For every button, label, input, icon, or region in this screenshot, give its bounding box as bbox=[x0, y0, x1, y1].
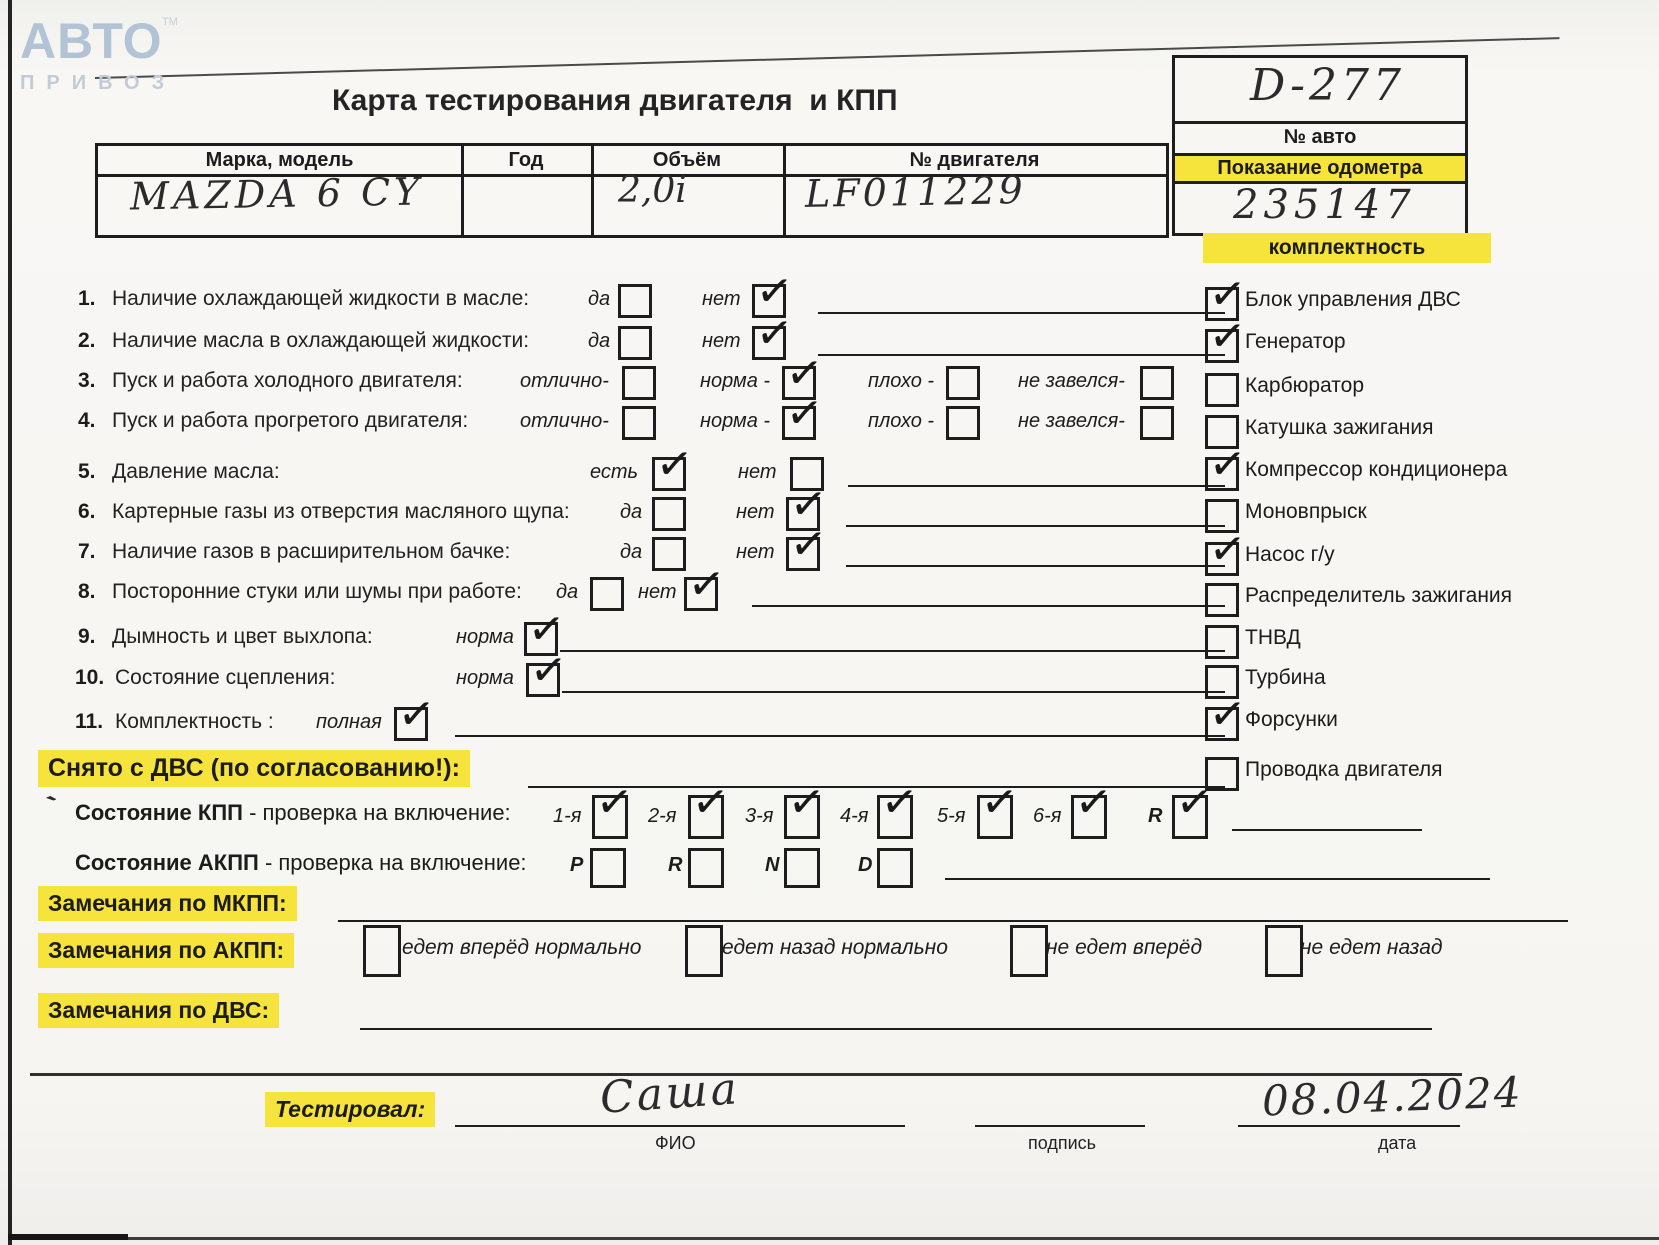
option-label: нет bbox=[638, 581, 677, 603]
checkbox bbox=[622, 406, 656, 440]
checklist-row bbox=[0, 517, 1659, 572]
completeness-label: Форсунки bbox=[1245, 708, 1338, 731]
checkbox bbox=[1140, 406, 1174, 440]
answer-line bbox=[846, 565, 1225, 567]
checklist-row bbox=[0, 386, 1659, 441]
date-handwritten: 08.04.2024 bbox=[1261, 1067, 1524, 1126]
completeness-label: Катушка зажигания bbox=[1245, 416, 1434, 439]
logo-subword: ПРИВОЗ bbox=[20, 72, 177, 94]
checkmark-icon: ✓ bbox=[783, 386, 826, 441]
checklist-row bbox=[0, 602, 1659, 657]
gear-label: 1-я bbox=[553, 805, 582, 827]
answer-line bbox=[455, 735, 1225, 737]
option-label: норма - bbox=[700, 410, 771, 432]
checkmark-icon: ✓ bbox=[1072, 775, 1115, 830]
item-label: Пуск и работа холодного двигателя: bbox=[112, 369, 463, 392]
answer-line bbox=[752, 605, 1225, 607]
tested-by-label: Тестировал: bbox=[265, 1092, 435, 1127]
checkmark-icon: ✓ bbox=[1206, 309, 1249, 364]
checkmark-icon: ✓ bbox=[689, 775, 732, 830]
item-number: 8. bbox=[78, 580, 96, 603]
checkmark-icon: ✓ bbox=[978, 775, 1021, 830]
item-number: 4. bbox=[78, 409, 96, 432]
item-number: 6. bbox=[78, 500, 96, 523]
checkbox bbox=[622, 366, 656, 400]
answer-line bbox=[338, 920, 1568, 922]
checklist-row bbox=[0, 346, 1659, 401]
gear-label: D bbox=[858, 854, 873, 876]
option-label: нет bbox=[702, 288, 741, 310]
checklist-row bbox=[0, 264, 1659, 319]
answer-line bbox=[360, 1028, 1432, 1030]
completeness-label: Распределитель зажигания bbox=[1245, 584, 1513, 607]
item-number: 7. bbox=[78, 540, 96, 563]
checkmark-icon: ✓ bbox=[1206, 437, 1249, 492]
completeness-label: Генератор bbox=[1245, 330, 1346, 353]
trademark-mark: TM bbox=[162, 16, 178, 28]
item-label: Наличие газов в расширительном бачке: bbox=[112, 540, 511, 563]
checkmark-icon: ✓ bbox=[783, 346, 826, 401]
name-caption: ФИО bbox=[655, 1133, 696, 1153]
name-signature-line bbox=[455, 1125, 905, 1127]
avtoprivoz-logo bbox=[20, 13, 220, 95]
option-label: норма bbox=[456, 626, 514, 648]
completeness-label: Турбина bbox=[1245, 666, 1326, 689]
option-label: норма bbox=[456, 667, 514, 689]
checkbox bbox=[946, 366, 980, 400]
scan-bottom-edge bbox=[24, 1237, 1659, 1240]
checkbox bbox=[394, 687, 438, 742]
gear-label: 2-я bbox=[648, 805, 677, 827]
notes-akpp-label: Замечания по АКПП: bbox=[38, 933, 294, 968]
removed-from-engine-header: Снято с ДВС (по согласованию!): bbox=[38, 750, 470, 787]
footer-divider-line bbox=[30, 1073, 1462, 1076]
item-label: Комплектность : bbox=[115, 710, 274, 733]
auto-code-handwritten: D-277 bbox=[1250, 60, 1405, 111]
checkmark-icon: ✓ bbox=[753, 306, 796, 361]
checklist-row bbox=[0, 643, 1659, 698]
date-line bbox=[1238, 1125, 1460, 1127]
option-label: да bbox=[588, 330, 611, 352]
checklist-row bbox=[0, 687, 1659, 742]
model-value-handwritten: MAZDA 6 CY bbox=[129, 169, 424, 219]
auto-number-label: № авто bbox=[1283, 126, 1357, 148]
option-label: да bbox=[588, 288, 611, 310]
checkmark-icon: ✓ bbox=[1206, 522, 1249, 577]
checkmark-icon: ✓ bbox=[1206, 267, 1249, 322]
checkbox bbox=[652, 497, 686, 531]
checkmark-icon: ✓ bbox=[787, 517, 830, 572]
checkbox bbox=[977, 775, 1021, 839]
completeness-label: Насос г/у bbox=[1245, 543, 1335, 566]
checkmark-icon: ✓ bbox=[1206, 687, 1249, 742]
checkbox bbox=[590, 848, 626, 888]
akpp-gear-row bbox=[0, 848, 1659, 882]
answer-line bbox=[562, 691, 1225, 693]
item-number: 5. bbox=[78, 460, 96, 483]
col-header-volume: Объём bbox=[652, 149, 722, 171]
engine-no-value-handwritten: LF011229 bbox=[804, 168, 1027, 216]
option-label: отлично- bbox=[520, 370, 609, 392]
answer-line bbox=[1232, 829, 1422, 831]
completeness-label: Проводка двигателя bbox=[1245, 758, 1443, 781]
option-label: не завелся- bbox=[1018, 370, 1125, 392]
checkmark-icon: ✓ bbox=[878, 775, 921, 830]
checkbox bbox=[752, 306, 796, 361]
signature-caption: подпись bbox=[1028, 1133, 1097, 1153]
option-label: нет bbox=[736, 501, 775, 523]
option-label: едет назад нормально bbox=[722, 936, 948, 959]
stray-pen-mark: ` bbox=[43, 789, 68, 829]
notes-dvs-label: Замечания по ДВС: bbox=[38, 993, 279, 1028]
gear-label: R bbox=[668, 854, 683, 876]
checkbox bbox=[782, 386, 826, 441]
gear-label: 5-я bbox=[937, 805, 966, 827]
akpp-state-bold: Состояние АКПП bbox=[75, 850, 259, 875]
checkbox bbox=[618, 284, 652, 318]
item-label: Пуск и работа прогретого двигателя: bbox=[112, 409, 469, 432]
answer-line bbox=[560, 650, 1225, 652]
odometer-label: Показание одометра bbox=[1175, 156, 1465, 181]
checkmark-icon: ✓ bbox=[593, 775, 636, 830]
item-label: Наличие масла в охлаждающей жидкости: bbox=[112, 329, 530, 352]
gear-label: 6-я bbox=[1033, 805, 1062, 827]
checkbox bbox=[1140, 366, 1174, 400]
checkbox bbox=[1172, 775, 1216, 839]
option-label: плохо - bbox=[868, 370, 935, 392]
option-label: да bbox=[556, 581, 579, 603]
option-label: нет bbox=[736, 541, 775, 563]
option-label: не едет назад bbox=[1300, 936, 1443, 959]
col-header-model: Марка, модель bbox=[205, 149, 354, 171]
odometer-value-handwritten: 235147 bbox=[1233, 182, 1416, 228]
item-number: 11. bbox=[75, 710, 104, 733]
checkbox bbox=[526, 643, 570, 698]
col-header-engine-no: № двигателя bbox=[909, 149, 1040, 171]
item-number: 3. bbox=[78, 369, 96, 392]
akpp-state-rest: - проверка на включение: bbox=[258, 850, 527, 875]
item-label: Дымность и цвет выхлопа: bbox=[112, 625, 373, 648]
item-number: 10. bbox=[75, 666, 105, 689]
signature-line bbox=[975, 1125, 1145, 1127]
option-label: едет вперёд нормально bbox=[402, 936, 642, 959]
checkmark-icon: ✓ bbox=[1173, 775, 1216, 830]
item-label: Состояние сцепления: bbox=[115, 666, 336, 689]
option-label: не едет вперёд bbox=[1046, 936, 1203, 959]
checkbox bbox=[618, 326, 652, 360]
option-label: нет bbox=[738, 461, 777, 483]
checkmark-icon: ✓ bbox=[787, 477, 830, 532]
checkbox bbox=[652, 437, 696, 492]
gear-label: 3-я bbox=[745, 805, 774, 827]
document-title: Карта тестирования двигателя и КПП bbox=[332, 84, 898, 117]
kpp-gear-row bbox=[0, 775, 1659, 831]
kpp-state-bold: Состояние КПП bbox=[75, 800, 243, 825]
checkbox bbox=[1071, 775, 1115, 839]
item-label: Картерные газы из отверстия масляного щупа: bbox=[112, 500, 570, 523]
item-number: 1. bbox=[78, 287, 96, 310]
item-label: Посторонние стуки или шумы при работе: bbox=[112, 580, 522, 603]
answer-line bbox=[818, 354, 1225, 356]
answer-line bbox=[848, 485, 1225, 487]
option-label: плохо - bbox=[868, 410, 935, 432]
option-label: да bbox=[620, 541, 643, 563]
completeness-header: комплектность bbox=[1203, 233, 1491, 263]
checkbox bbox=[688, 848, 724, 888]
checkmark-icon: ✓ bbox=[653, 437, 696, 492]
completeness-label: Компрессор кондиционера bbox=[1245, 458, 1508, 481]
item-label: Наличие охлаждающей жидкости в масле: bbox=[112, 287, 530, 310]
option-label: есть bbox=[590, 461, 639, 483]
checkbox bbox=[652, 537, 686, 571]
checkbox bbox=[786, 517, 830, 572]
checkbox bbox=[684, 557, 728, 612]
checkbox bbox=[784, 775, 828, 839]
checkbox bbox=[592, 775, 636, 839]
checkmark-icon: ✓ bbox=[685, 557, 728, 612]
option-label: полная bbox=[316, 711, 382, 733]
notes-akpp-options-row bbox=[0, 925, 1659, 971]
checkmark-icon: ✓ bbox=[525, 602, 568, 657]
completeness-label: Карбюратор bbox=[1245, 374, 1365, 397]
completeness-label: Моновпрыск bbox=[1245, 500, 1367, 523]
option-label: не завелся- bbox=[1018, 410, 1125, 432]
checklist-row bbox=[0, 477, 1659, 532]
gear-label: R bbox=[1148, 805, 1163, 827]
checkmark-icon: ✓ bbox=[785, 775, 828, 830]
date-caption: дата bbox=[1378, 1133, 1417, 1153]
option-label: отлично- bbox=[520, 410, 609, 432]
scan-bottom-corner bbox=[8, 1234, 128, 1240]
item-label: Давление масла: bbox=[112, 460, 280, 483]
logo-word: АВТО bbox=[20, 13, 163, 69]
option-label: норма - bbox=[700, 370, 771, 392]
checkbox bbox=[590, 577, 624, 611]
notes-mkpp-label: Замечания по МКПП: bbox=[38, 886, 297, 921]
option-label: нет bbox=[702, 330, 741, 352]
auto-number-box bbox=[1172, 55, 1468, 236]
answer-line bbox=[945, 878, 1490, 880]
checklist-row bbox=[0, 306, 1659, 361]
tester-name-handwritten: Саша bbox=[598, 1063, 742, 1124]
gear-label: N bbox=[765, 854, 780, 876]
completeness-label: ТНВД bbox=[1245, 626, 1301, 649]
completeness-label: Блок управления ДВС bbox=[1245, 288, 1461, 311]
checkbox bbox=[685, 925, 723, 977]
checkmark-icon: ✓ bbox=[753, 264, 796, 319]
checkbox bbox=[1010, 925, 1048, 977]
checkbox bbox=[877, 848, 913, 888]
option-label: да bbox=[620, 501, 643, 523]
checklist-row bbox=[0, 437, 1659, 492]
gear-label: P bbox=[570, 854, 584, 876]
checkbox bbox=[1265, 925, 1303, 977]
gear-label: 4-я bbox=[840, 805, 869, 827]
volume-value-handwritten: 2,0i bbox=[618, 170, 687, 211]
checkbox bbox=[877, 775, 921, 839]
checkbox bbox=[946, 406, 980, 440]
checkbox bbox=[784, 848, 820, 888]
checkmark-icon: ✓ bbox=[527, 643, 570, 698]
checkmark-icon: ✓ bbox=[395, 687, 438, 742]
item-number: 9. bbox=[78, 625, 96, 648]
kpp-state-rest: - проверка на включение: bbox=[242, 800, 511, 825]
answer-line bbox=[846, 525, 1225, 527]
checkbox bbox=[363, 925, 401, 977]
col-header-year: Год bbox=[508, 149, 544, 171]
checkbox bbox=[688, 775, 732, 839]
checklist-row bbox=[0, 557, 1659, 612]
item-number: 2. bbox=[78, 329, 96, 352]
answer-line bbox=[818, 312, 1225, 314]
